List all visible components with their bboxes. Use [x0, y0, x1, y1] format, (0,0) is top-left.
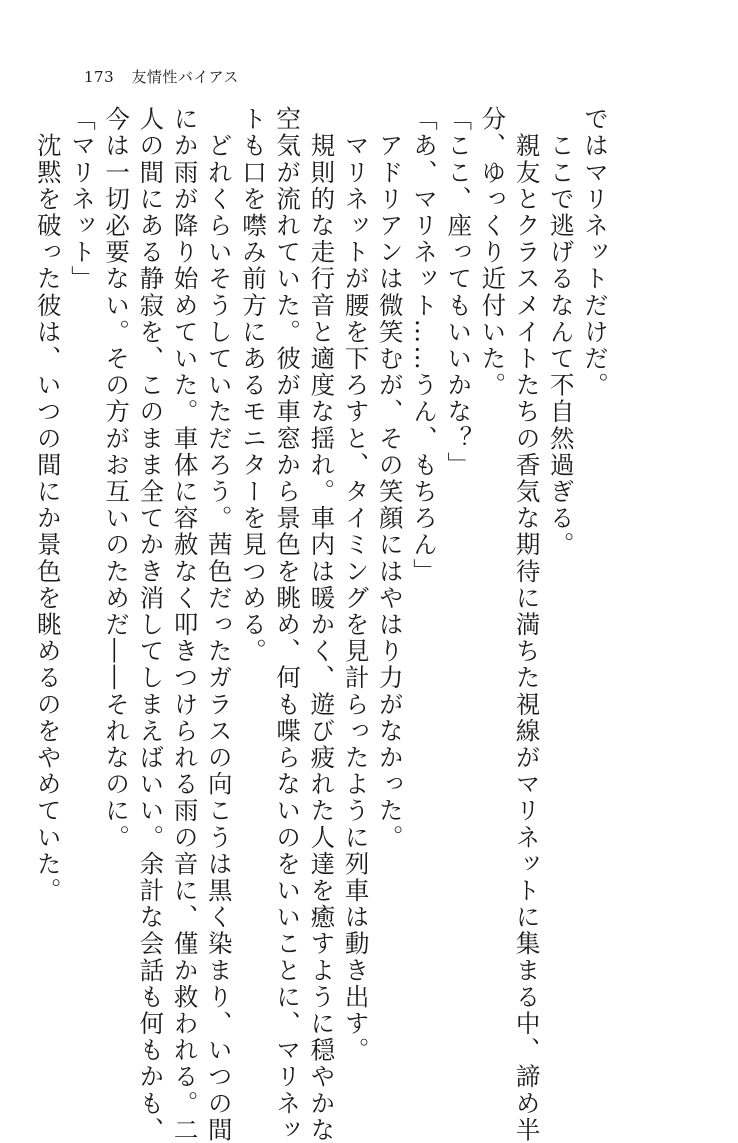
vertical-text-body	[31, 106, 612, 1143]
text-line: ここで逃げるなんて不自然過ぎる。	[546, 106, 576, 559]
text-line: 人の間にある静寂を、このまま全てかき消してしまえばいい。余計な会話も何もかも、	[136, 106, 166, 1143]
text-line: にか雨が降り始めていた。車体に容赦なく叩きつけられる雨の音に、僅か救われる。二	[170, 106, 200, 1143]
text-line: 今は一切必要ない。その方がお互いのためだ――それなのに。	[102, 106, 132, 851]
text-line: 空気が流れていた。彼が車窓から景色を眺め、何も喋らないのをいいことに、マリネッ	[273, 106, 303, 1143]
text-line: 沈黙を破った彼は、いつの間にか景色を眺めるのをやめていた。	[33, 106, 63, 904]
text-line: 規則的な走行音と適度な揺れ。車内は暖かく、遊び疲れた人達を癒すように穏やかな	[307, 106, 337, 1143]
text-line: 分、ゆっくり近付いた。	[478, 106, 508, 399]
chapter-title: 友情性バイアス	[131, 68, 239, 86]
text-line: 「ここ、座ってもいいかな？」	[444, 106, 474, 479]
text-line: 「マリネット」	[67, 106, 97, 293]
page-number: 173	[84, 68, 115, 86]
text-line: トも口を噤み前方にあるモニターを見つめる。	[238, 106, 268, 665]
text-line: アドリアンは微笑むが、その笑顔にはやはり力がなかった。	[375, 106, 405, 851]
text-line: マリネットが腰を下ろすと、タイミングを見計らったように列車は動き出す。	[341, 106, 371, 1064]
page-header	[84, 66, 239, 87]
text-line: ではマリネットだけだ。	[581, 106, 610, 399]
text-line: 親友とクラスメイトたちの香気な期待に満ちた視線がマリネットに集まる中、諦め半	[512, 106, 542, 1143]
text-line: 「あ、マリネット……うん、もちろん」	[409, 106, 439, 585]
text-line: どれくらいそうしていただろう。茜色だったガラスの向こうは黒く染まり、いつの間	[204, 106, 234, 1143]
